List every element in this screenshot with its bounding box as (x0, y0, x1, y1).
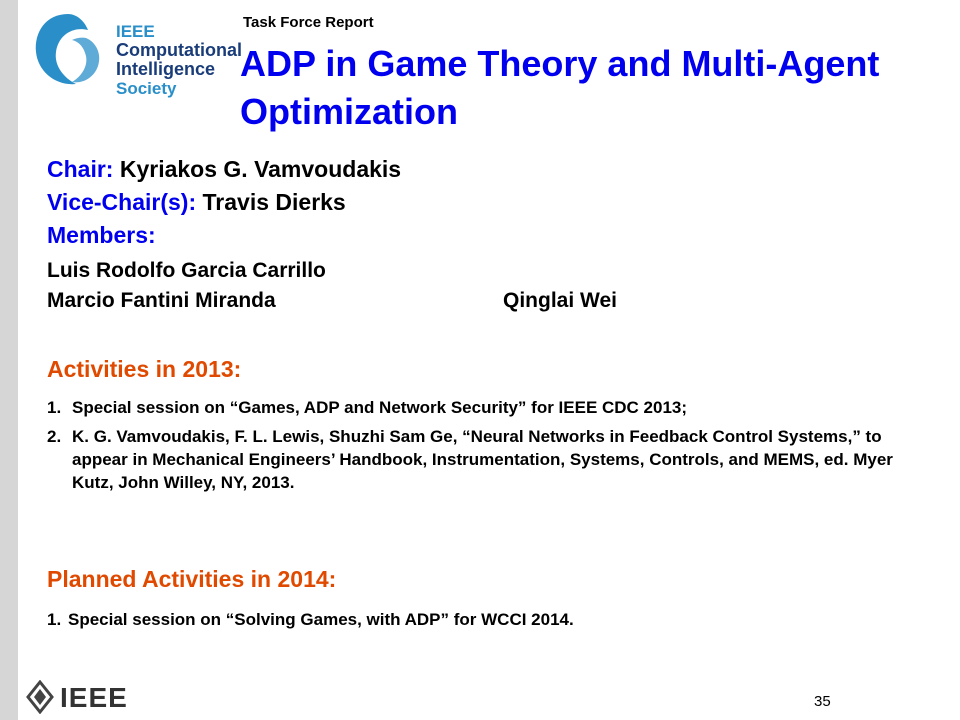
cis-swirl-icon (28, 8, 108, 92)
list-item-text: Special session on “Games, ADP and Network Security” for IEEE CDC 2013; (72, 398, 688, 417)
report-kicker: Task Force Report (243, 14, 374, 31)
activities-2013-list (47, 396, 917, 500)
activities-2013-heading: Activities in 2013: (47, 356, 242, 382)
vice-chair-line (47, 187, 346, 217)
page-number: 35 (814, 693, 831, 710)
logo-line-society: Society (116, 79, 177, 98)
list-item (47, 608, 917, 631)
planned-2014-list (47, 608, 917, 637)
slide-title: ADP in Game Theory and Multi-Agent Optimization (240, 43, 880, 132)
vice-chair-label: Vice-Chair(s): (47, 189, 197, 215)
chair-name: Kyriakos G. Vamvoudakis (119, 156, 402, 182)
list-item (47, 425, 917, 494)
list-item-number: 2. (47, 427, 62, 446)
member-name: Luis Rodolfo Garcia Carrillo (47, 259, 326, 282)
member-name: Marcio Fantini Miranda (47, 289, 276, 312)
list-item-text: K. G. Vamvoudakis, F. L. Lewis, Shuzhi Sam Ge, “Neural Networks in Feedback Control Systems,” to appear in Mechanical Engineers’ Handbook, Instrumentation, Systems, Controls, and MEMS, ed. Myer Kutz, John Willey, NY, 2013. (72, 427, 893, 492)
logo-line-ieee: IEEE (116, 22, 155, 41)
list-item-text: Special session on “Solving Games, with ADP” for WCCI 2014. (68, 610, 574, 629)
list-item (47, 396, 917, 419)
chair-line (47, 154, 401, 184)
left-sidebar-band (0, 0, 18, 720)
logo-line-computational: Computational (116, 40, 242, 60)
logo-wordmark (116, 22, 242, 98)
chair-label: Chair: (47, 156, 114, 182)
ieee-cis-logo (28, 8, 242, 98)
list-item-number: 1. (47, 398, 62, 417)
list-item-number: 1. (47, 610, 62, 629)
members-line (47, 220, 156, 250)
footer-ieee-wordmark: IEEE (60, 682, 128, 713)
vice-chair-name: Travis Dierks (202, 189, 346, 215)
members-label: Members: (47, 222, 156, 248)
logo-line-intelligence: Intelligence (116, 59, 216, 79)
planned-2014-heading: Planned Activities in 2014: (47, 566, 337, 592)
member-name: Qinglai Wei (503, 289, 617, 312)
